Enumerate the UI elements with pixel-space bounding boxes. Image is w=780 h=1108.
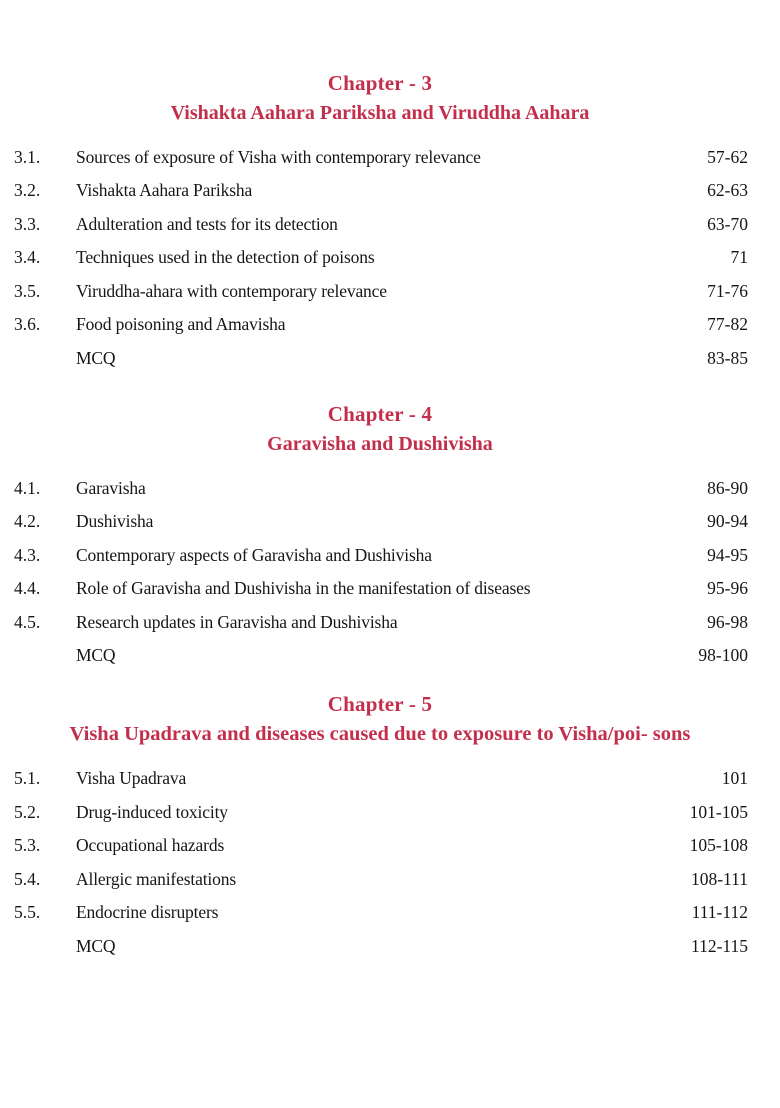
chapter-title: Vishakta Aahara Pariksha and Viruddha Aahara (170, 102, 590, 125)
table-row[interactable] (12, 796, 748, 830)
table-row[interactable] (12, 472, 748, 506)
table-row[interactable] (12, 342, 748, 376)
entry-pages: 62-63 (707, 180, 748, 201)
table-row[interactable] (12, 896, 748, 930)
entry-title: Adulteration and tests for its detection (76, 213, 338, 234)
chapter-section-4 (12, 401, 748, 458)
entry-number: 3.1. (14, 146, 41, 167)
entry-title: MCQ (76, 645, 116, 666)
chapter-section-3 (12, 70, 748, 127)
entry-title: Research updates in Garavisha and Dushivisha (76, 611, 398, 632)
entry-number: 4.2. (14, 511, 41, 532)
entry-pages: 101 (721, 768, 748, 789)
entry-title: MCQ (76, 347, 116, 368)
table-row[interactable] (12, 829, 748, 863)
toc-entries-chapter-5 (12, 762, 748, 963)
entry-pages: 90-94 (707, 511, 748, 532)
section-spacer (12, 375, 748, 401)
entry-number: 3.2. (14, 180, 41, 201)
entry-title: Viruddha-ahara with contemporary relevance (76, 280, 387, 301)
table-row[interactable] (12, 241, 748, 275)
entry-number: 3.3. (14, 213, 41, 234)
entry-pages: 98-100 (698, 645, 748, 666)
table-row[interactable] (12, 572, 748, 606)
entry-pages: 108-111 (690, 868, 748, 889)
entry-title: Endocrine disrupters (76, 902, 219, 923)
entry-number: 5.1. (14, 768, 41, 789)
entry-number: 5.3. (14, 835, 41, 856)
entry-pages: 83-85 (707, 347, 748, 368)
entry-pages: 96-98 (707, 611, 748, 632)
section-spacer (12, 673, 748, 691)
entry-title: Vishakta Aahara Pariksha (76, 180, 253, 201)
entry-title: Techniques used in the detection of poisons (76, 247, 375, 268)
entry-number: 5.5. (14, 902, 41, 923)
table-row[interactable] (12, 863, 748, 897)
entry-title: Sources of exposure of Visha with contemporary relevance (76, 146, 481, 167)
entry-title: Role of Garavisha and Dushivisha in the manifestation of diseases (76, 578, 531, 599)
entry-title: Garavisha (76, 477, 146, 498)
entry-pages: 112-115 (690, 935, 748, 956)
entry-pages: 71 (730, 247, 748, 268)
entry-number: 4.3. (14, 544, 41, 565)
chapter-title (12, 721, 748, 748)
table-row[interactable] (12, 505, 748, 539)
chapter-label: Chapter - 3 (327, 71, 433, 95)
entry-pages: 105-108 (689, 835, 748, 856)
table-row[interactable] (12, 639, 748, 673)
chapter-title-line-2: sons (652, 723, 691, 746)
table-row[interactable] (12, 539, 748, 573)
entry-number: 3.4. (14, 247, 41, 268)
chapter-label: Chapter - 5 (327, 691, 433, 716)
table-row[interactable] (12, 141, 748, 175)
table-row[interactable] (12, 930, 748, 964)
entry-number: 3.6. (14, 314, 41, 335)
entry-pages: 86-90 (707, 477, 748, 498)
entry-title: Visha Upadrava (76, 768, 187, 789)
entry-number: 4.4. (14, 578, 41, 599)
chapter-label: Chapter - 4 (327, 402, 433, 427)
entry-pages: 95-96 (707, 578, 748, 599)
entry-number: 3.5. (14, 280, 41, 301)
entry-pages: 111-112 (691, 902, 748, 923)
entry-number: 5.2. (14, 801, 41, 822)
table-row[interactable] (12, 275, 748, 309)
table-row[interactable] (12, 208, 748, 242)
entry-number: 5.4. (14, 868, 41, 889)
entry-pages: 101-105 (689, 801, 748, 822)
entry-pages: 77-82 (707, 314, 748, 335)
entry-number: 4.1. (14, 477, 41, 498)
entry-number: 4.5. (14, 611, 41, 632)
entry-pages: 63-70 (707, 213, 748, 234)
entry-title: Occupational hazards (76, 835, 225, 856)
entry-title: Allergic manifestations (76, 868, 237, 889)
entry-title: Dushivisha (76, 511, 154, 532)
entry-title: Contemporary aspects of Garavisha and Dushivisha (76, 544, 432, 565)
entry-title: MCQ (76, 935, 116, 956)
entry-pages: 57-62 (707, 146, 748, 167)
entry-title: Food poisoning and Amavisha (76, 314, 286, 335)
toc-entries-chapter-3 (12, 141, 748, 376)
table-row[interactable] (12, 606, 748, 640)
entry-pages: 71-76 (707, 280, 748, 301)
table-row[interactable] (12, 174, 748, 208)
table-row[interactable] (12, 308, 748, 342)
toc-entries-chapter-4 (12, 472, 748, 673)
entry-title: Drug-induced toxicity (76, 801, 228, 822)
chapter-title-line-1: Visha Upadrava and diseases caused due to exposure to Visha/poi- (69, 723, 648, 746)
table-row[interactable] (12, 762, 748, 796)
chapter-title: Garavisha and Dushivisha (267, 433, 493, 456)
chapter-section-5 (12, 691, 748, 748)
entry-pages: 94-95 (707, 544, 748, 565)
